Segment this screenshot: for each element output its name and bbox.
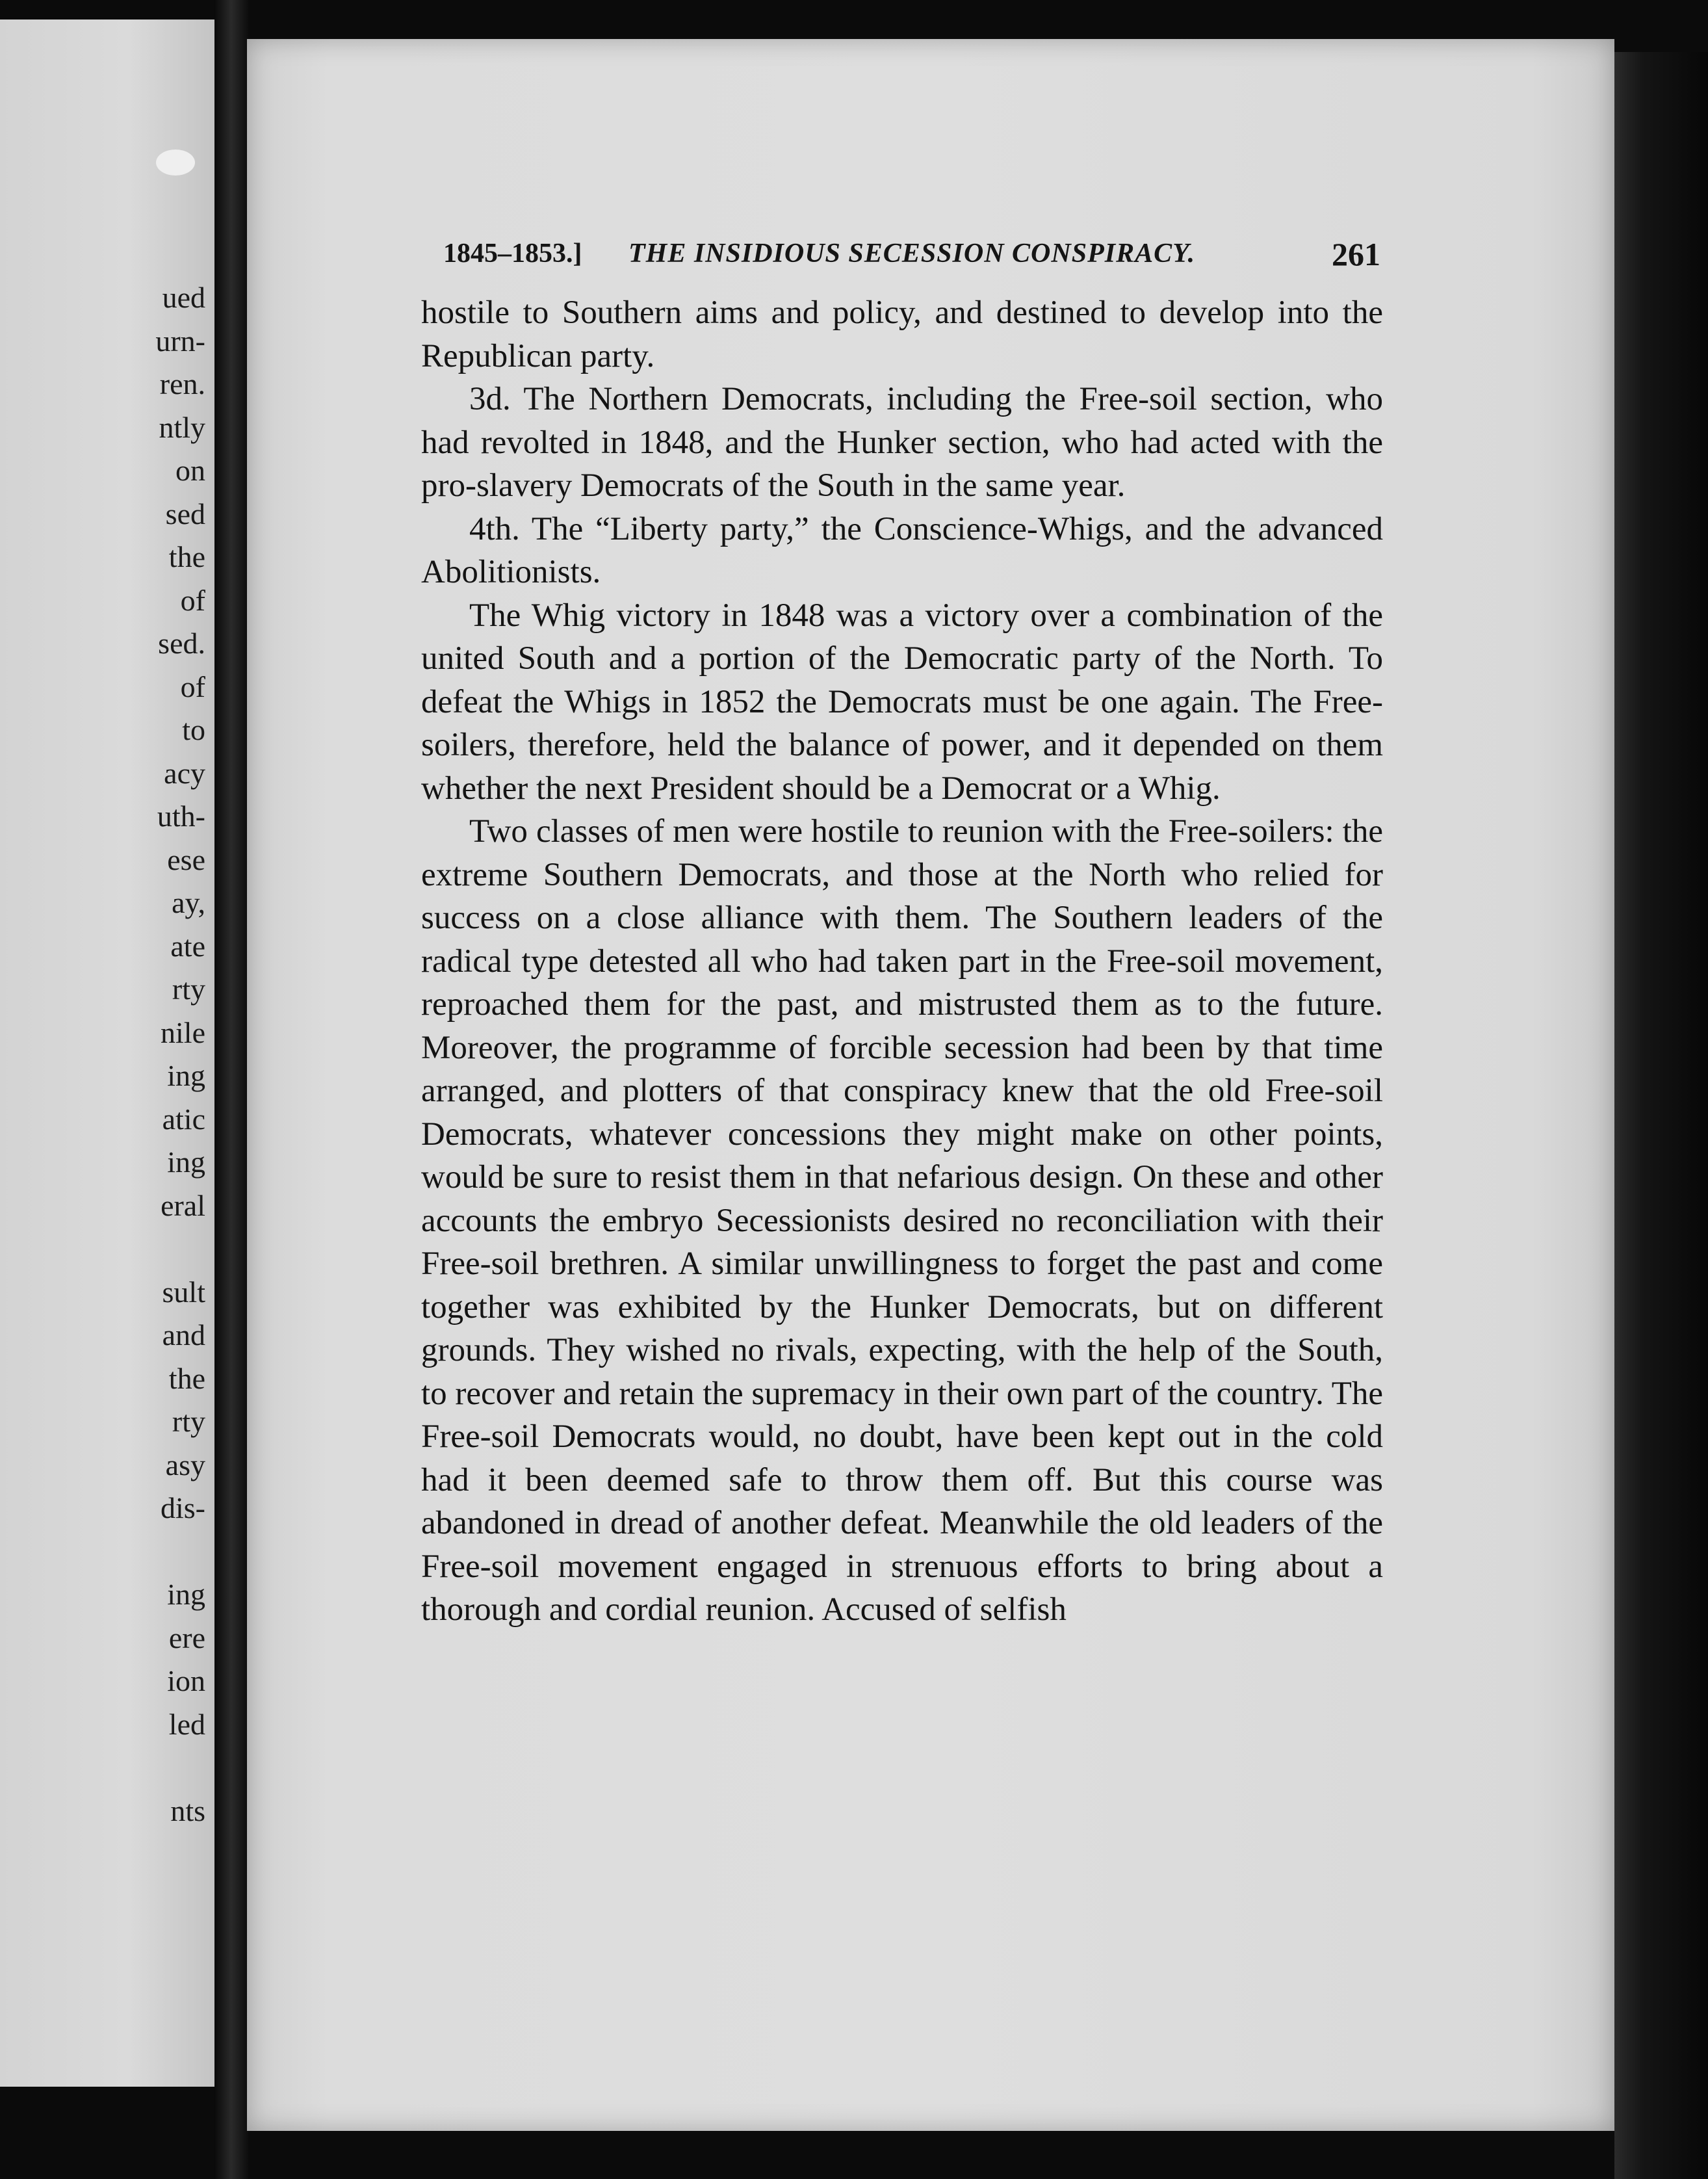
facing-page-fragment: of	[180, 583, 205, 617]
facing-page-fragment: to	[182, 713, 205, 746]
facing-page-fragment: ued	[162, 281, 205, 314]
facing-page-fragment: the	[168, 540, 205, 573]
facing-page-fragment: of	[180, 670, 205, 703]
facing-page-fragment: eral	[161, 1188, 205, 1222]
page-edge-shadow	[1614, 52, 1708, 2179]
facing-page-fragment: rty	[172, 1405, 205, 1438]
facing-page-fragment: atic	[162, 1102, 205, 1136]
page-number: 261	[1332, 236, 1380, 272]
book-gutter	[214, 0, 248, 2179]
facing-page-fragment: ing	[167, 1145, 205, 1179]
facing-page-fragment: uth-	[157, 800, 205, 833]
facing-page-fragment: and	[162, 1318, 205, 1351]
running-head-years: 1845–1853.]	[443, 239, 582, 268]
facing-page-fragment: sed.	[158, 627, 205, 660]
facing-page-fragment: acy	[164, 756, 205, 790]
facing-page	[0, 20, 214, 2087]
facing-page-fragment: dis-	[161, 1491, 205, 1524]
facing-page-fragment: ese	[167, 842, 205, 876]
facing-page-fragment: the	[168, 1361, 205, 1395]
facing-page-fragment: asy	[165, 1448, 205, 1481]
body-text	[421, 291, 1383, 1632]
paragraph: 3d. The Northern Democrats, including the Free-soil section, who had revolted in 1848, and the Hunker section, who had acted with the pro-slavery Democrats of the South in the same year.	[421, 381, 1383, 504]
facing-page-fragment: urn-	[155, 324, 205, 358]
facing-page-fragment: ing	[167, 1059, 205, 1092]
paragraph: Two classes of men were hostile to reunion with the Free-soilers: the extreme Southern Democrats, and those at the North who relied for success on a close alliance with them. The Southern leaders of the radical type detested all who had taken part in the Free-soil movement, reproached them for the past, and mistrusted them as to the future. Moreover, the programme of forcible secession had been by that time arranged, and plotters of that conspiracy knew that the old Free-soil Democrats, whatever concessions they might make on other points, would be sure to resist them in that nefarious design. On these and other accounts the embryo Secessionists desired no reconciliation with their Free-soil brethren. A similar unwillingness to forget the past and come together was exhibited by the Hunker Democrats, but on different grounds. They wished no rivals, expecting, with the help of the South, to recover and retain the supremacy in their own part of the country. The Free-soil Democrats would, no doubt, have been kept out in the cold had it been deemed safe to throw them off. But this course was abandoned in dread of another defeat. Meanwhile the old leaders of the Free-soil movement engaged in strenuous efforts to bring about a thorough and cordial reunion. Accused of selfish	[421, 813, 1383, 1628]
facing-page-fragment: ate	[170, 929, 205, 963]
facing-page-fragment: rty	[172, 972, 205, 1006]
facing-page-fragment: ion	[167, 1664, 205, 1697]
facing-page-fragment: ntly	[159, 410, 205, 444]
facing-page-fragment: sult	[162, 1275, 205, 1309]
facing-page-fragment: led	[168, 1707, 205, 1741]
facing-page-fragment: ren.	[159, 367, 205, 400]
running-head	[443, 235, 1380, 278]
facing-page-fragment: nile	[161, 1015, 205, 1049]
paragraph: The Whig victory in 1848 was a victory over a combination of the united South and a portion of the Democratic party of the North. To defeat the Whigs in 1852 the Democrats must be one again. The Free-soilers, therefore, held the balance of power, and it depended on them whether the next President should be a Democrat or a Whig.	[421, 597, 1383, 807]
paper-blemish	[156, 150, 195, 176]
running-head-title: THE INSIDIOUS SECESSION CONSPIRACY.	[628, 239, 1196, 268]
facing-page-fragment: nts	[170, 1794, 205, 1827]
facing-page-fragment: ere	[168, 1621, 205, 1654]
facing-page-fragment: sed	[165, 497, 205, 530]
paragraph: 4th. The “Liberty party,” the Conscience-Whigs, and the advanced Abolitionists.	[421, 510, 1383, 590]
paragraph: hostile to Southern aims and policy, and destined to develop into the Republican party.	[421, 294, 1383, 374]
facing-page-fragment: on	[175, 454, 205, 487]
facing-page-fragment: ing	[167, 1578, 205, 1611]
facing-page-fragment: ay,	[172, 886, 205, 919]
